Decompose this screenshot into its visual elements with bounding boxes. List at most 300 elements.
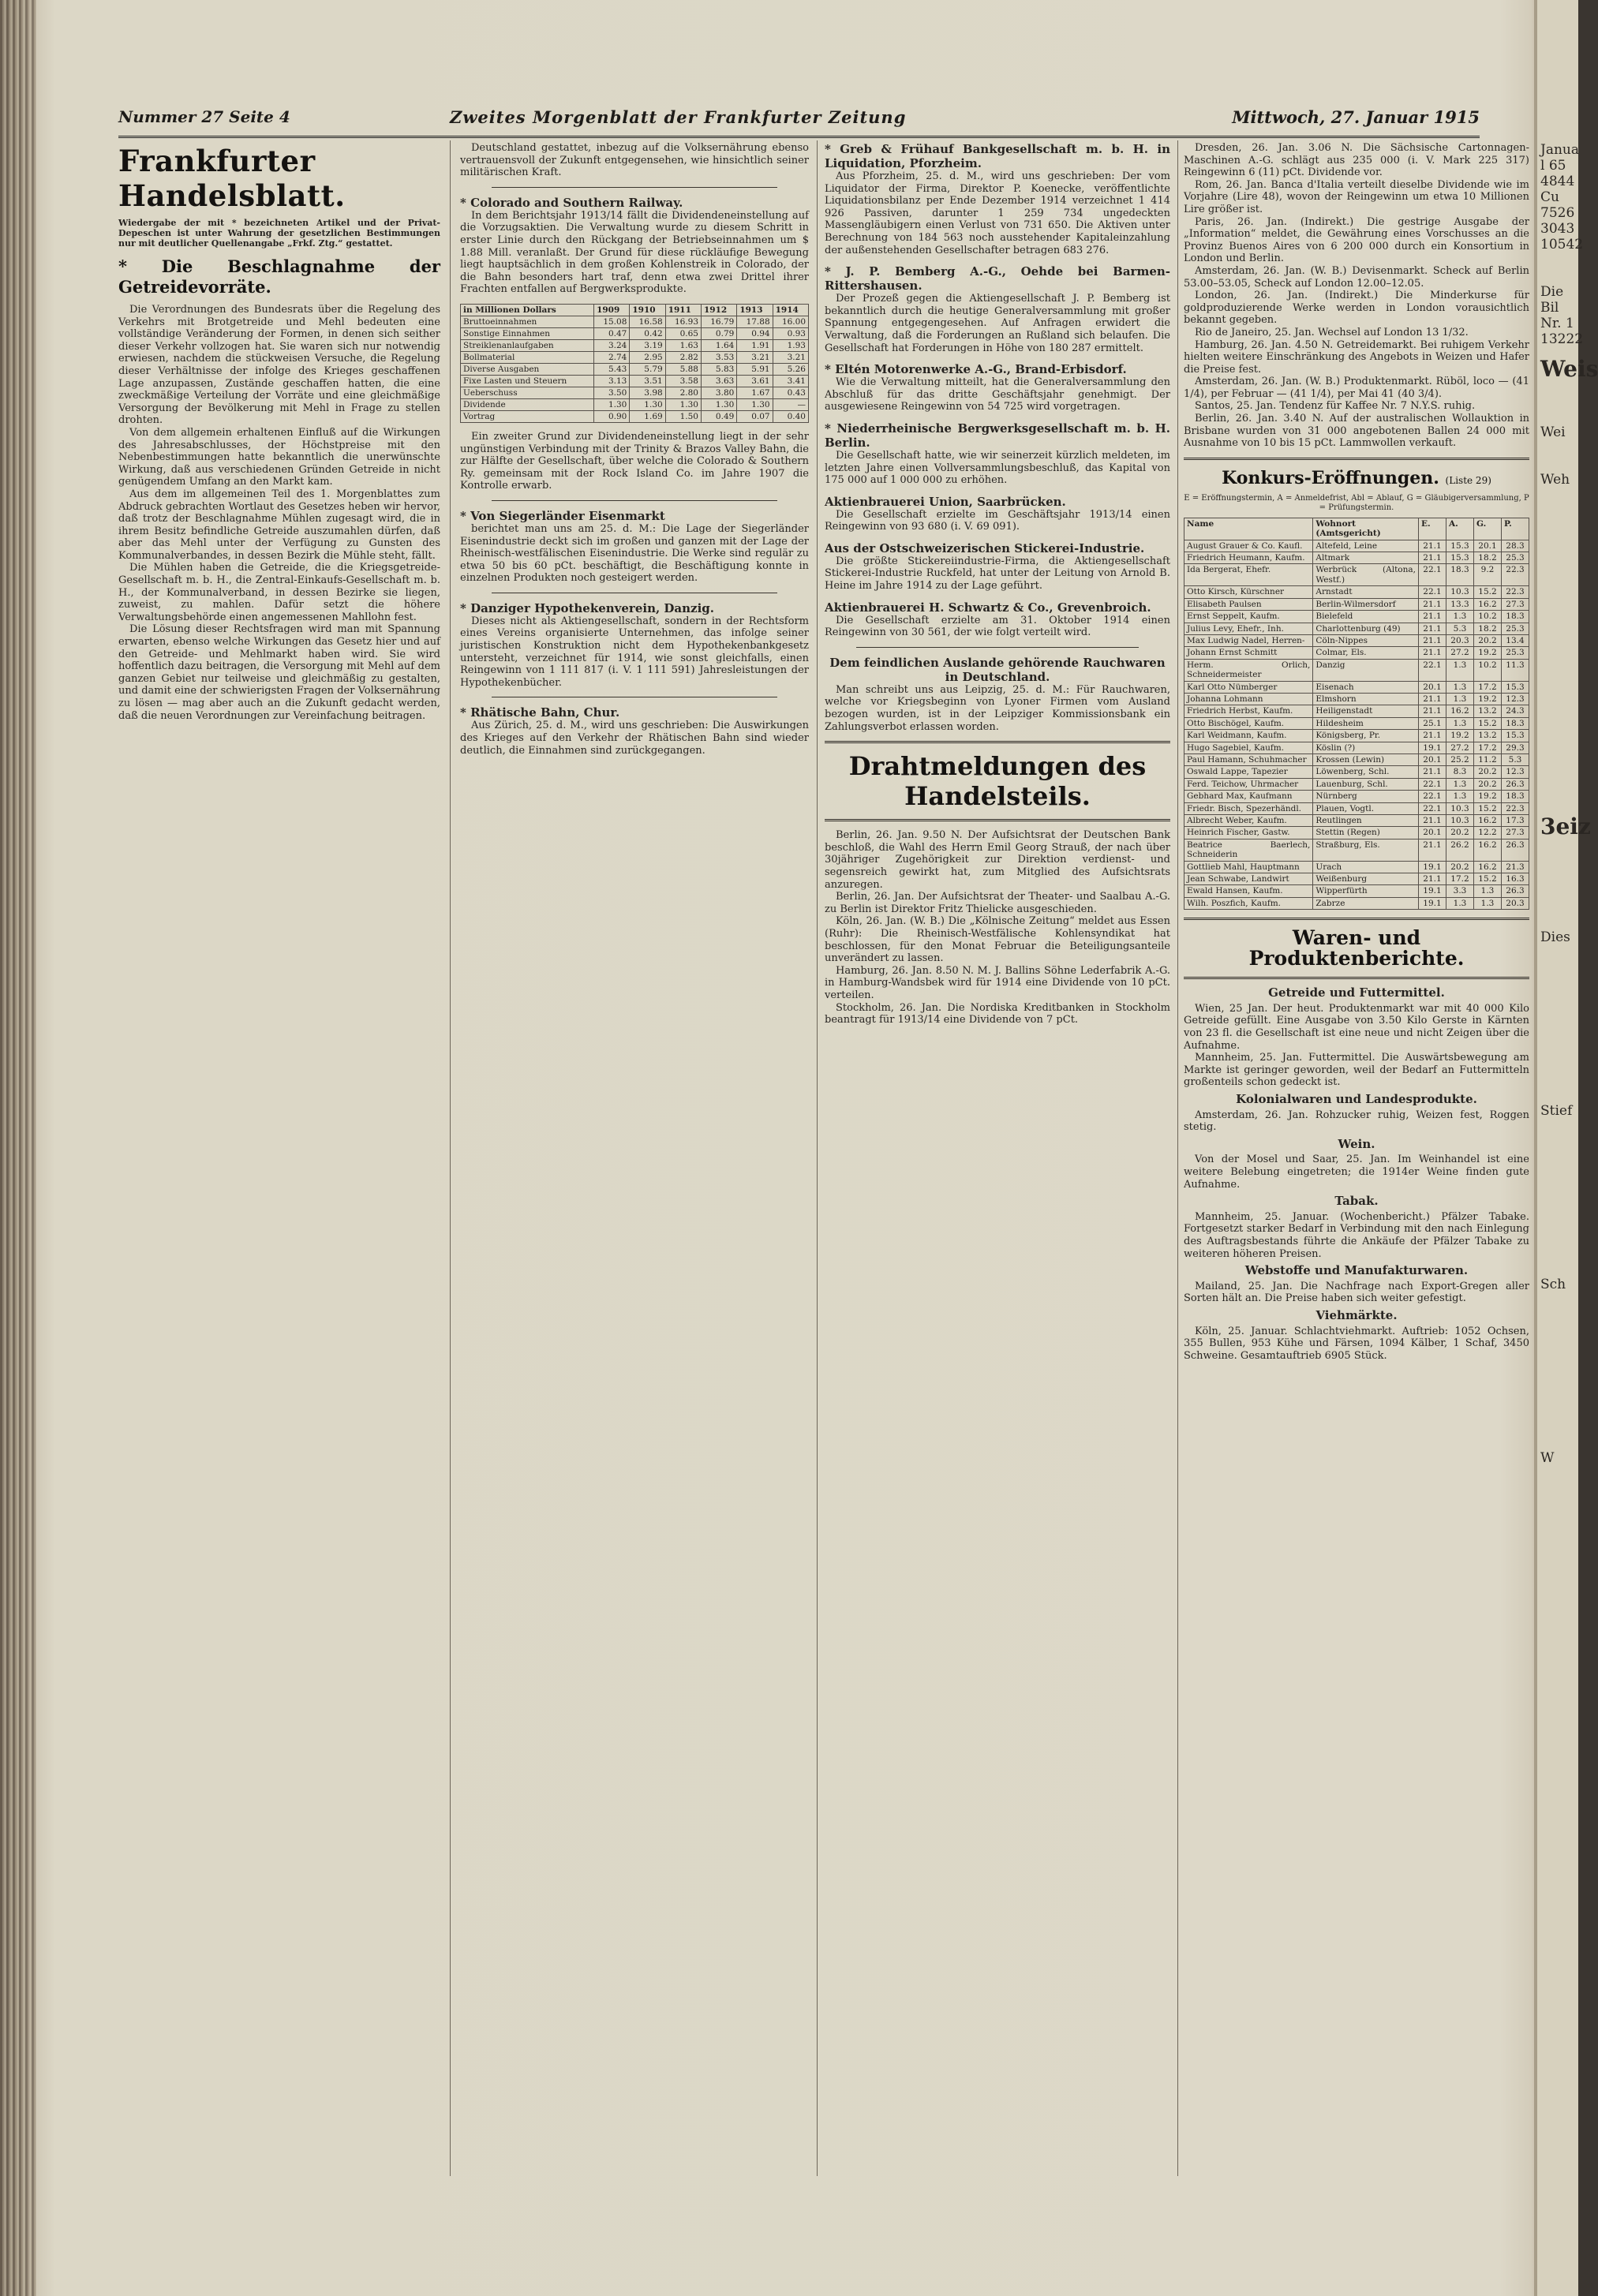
adjacent-text: Nr. 1 [1540, 316, 1574, 331]
table-cell: 15.3 [1502, 681, 1529, 693]
table-cell: — [773, 398, 808, 410]
article-paragraph: Die Verordnungen des Bundesrats über die Regelung des Verkehrs mit Brotgetreide und Mehl bedeuten eine vollständige Veränderung der Formen, in denen sich seither dieser Verkehr vollzogen hat. Sie waren sich nur notwendig erwiesen, nachdem die stückweisen Versuche, die Regelung dieser Verhältnisse der infolge des Krieges geschaffenen Lage anzupassen, Zustände geschaffen hatten, die eine zweckmäßige Verteilung der Vorräte und eine gleichmäßige Versorgung der Bevölkerung mit Mehl in Frage zu stellen drohten. [118, 304, 440, 427]
table-cell: 3.50 [594, 387, 630, 398]
table-cell: Otto Bischögel, Kaufm. [1184, 717, 1313, 729]
article-paragraph: In dem Berichtsjahr 1913/14 fällt die Dividendeneinstellung auf die Vorzugsaktien. Die Verwaltung wurde zu diesem Schritt in erster Linie durch den Rückgang der Betriebseinnahmen um $ 1.88 Mill. veranlaßt. Der Grund für diese rückläufige Bewegung liegt hauptsächlich in dem großen Kohlenstreik in Colorado, der die Bahn besonders hart traf, denn etwa zwei Drittel ihrer Frachten entfallen auf Bergwerksprodukte. [460, 209, 809, 296]
market-report: Wien, 25 Jan. Der heut. Produktenmarkt war mit 40 000 Kilo Getreide gefüllt. Eine Ausgabe von 3.50 Kilo Gerste in Kärnten von 23 fl. die Gesellschaft ist eine neue und nicht Zeigen über die Aufnahme. [1184, 1002, 1529, 1052]
table-cell: Wipperfürth [1313, 885, 1419, 897]
article-headline: * Rhätische Bahn, Chur. [460, 705, 620, 720]
table-cell: 17.3 [1502, 815, 1529, 827]
konkurs-legend: E = Eröffnungstermin, A = Anmeldefrist, Abl = Ablauf, G = Gläubigerversammlung, P = Prüfungstermin. [1184, 493, 1529, 512]
article-headline: * Greb & Frühauf Bankgesellschaft m. b. H. in Liquidation, Pforzheim. [825, 142, 1170, 170]
table-cell: Friedrich Heumann, Kaufm. [1184, 552, 1313, 564]
row-label: Streiklenanlaufgaben [461, 339, 594, 351]
table-cell: Danzig [1313, 659, 1419, 681]
adjacent-heading: 3eiz [1540, 813, 1591, 839]
table-cell: 21.1 [1419, 839, 1446, 861]
table-header: 1912 [702, 304, 737, 316]
market-report: Mannheim, 25. Jan. Futtermittel. Die Auswärtsbewegung am Markte ist geringer geworden, weil der Bedarf an Futtermitteln großenteils schon gedeckt ist. [1184, 1052, 1529, 1089]
table-cell: Cöln-Nippes [1313, 634, 1419, 646]
table-cell: Ida Bergerat, Ehefr. [1184, 564, 1313, 586]
wire-report: Rom, 26. Jan. Banca d'Italia verteilt dieselbe Dividende wie im Vorjahre (Lire 48), wovon der Reingewinn um etwa 10 Millionen Lire größer ist. [1184, 178, 1529, 215]
article-paragraph: Die Mühlen haben die Getreide, die die Kriegsgetreide-Gesellschaft m. b. H., die Zentral-Einkaufs-Gesellschaft m. b. H., der Kommunalverband, in dessen Bezirke sie liegen, zuweist, zu mahlen. Dafür setzt die höhere Verwaltungsbehörde einen angemessenen Mahllohn fest. [118, 562, 440, 623]
article-headline: * Colorado and Southern Railway. [460, 195, 683, 210]
table-row [461, 316, 809, 327]
table-row [1184, 827, 1529, 839]
table-cell: 5.3 [1502, 753, 1529, 765]
table-row [1184, 839, 1529, 861]
table-cell: 21.1 [1419, 598, 1446, 610]
table-cell: Nürnberg [1313, 791, 1419, 802]
subsection-headline: Getreide und Futtermittel. [1268, 985, 1445, 1000]
row-label: Bollmaterial [461, 351, 594, 363]
table-cell: Wilh. Poszfich, Kaufm. [1184, 897, 1313, 909]
table-cell: 1.30 [630, 398, 665, 410]
table-cell: 15.2 [1474, 802, 1502, 814]
article-paragraph: Dieses nicht als Aktiengesellschaft, sondern in der Rechtsform eines Vereins organisierte Unternehmen, das infolge seiner juristischen Konstruktion nicht dem Hypothekenbankgesetz untersteht, verzeichnet für 1914, wie sonst gleichfalls, einen Reingewinn von 1 111 817 (i. V. 1 111 591) Jahresleistungen der Hypothekenbücher. [460, 615, 809, 689]
table-row [1184, 778, 1529, 790]
table-cell: 21.1 [1419, 647, 1446, 659]
table-cell: 13.3 [1446, 598, 1474, 610]
table-cell: 0.93 [773, 327, 808, 339]
market-report: Mannheim, 25. Januar. (Wochenbericht.) Pfälzer Tabake. Fortgesetzt starker Bedarf in Verbindung mit den nach Einlegung des Auftragsbestands führte die Ankäufe der Pfälzer Tabake zu weiteren höheren Preisen. [1184, 1210, 1529, 1260]
table-cell: 15.3 [1502, 730, 1529, 742]
table-row [1184, 634, 1529, 646]
table-cell: 3.21 [737, 351, 773, 363]
table-cell: 5.91 [737, 363, 773, 375]
table-cell: 1.3 [1446, 693, 1474, 705]
row-label: Ueberschuss [461, 387, 594, 398]
table-row [461, 410, 809, 422]
adjacent-text: l 65 [1540, 158, 1566, 174]
table-cell: 17.2 [1474, 742, 1502, 753]
table-cell: 20.1 [1419, 753, 1446, 765]
table-cell: Friedr. Bisch, Spezerhändl. [1184, 802, 1313, 814]
table-cell: 0.90 [594, 410, 630, 422]
table-cell: 3.98 [630, 387, 665, 398]
table-cell: 27.3 [1502, 827, 1529, 839]
article-paragraph: Von dem allgemein erhaltenen Einfluß auf die Wirkungen des Jahresabschlusses, der Höchstpreise mit den Nebenbestimmungen hatte bekanntlich die unerwünschte Wirkung, daß aus verschiedenen Gründen Getreide in nicht genügendem Umfang an den Markt kam. [118, 426, 440, 488]
table-cell: 1.63 [665, 339, 701, 351]
adjacent-page-edge [1534, 0, 1598, 2296]
table-cell: 15.3 [1446, 552, 1474, 564]
table-cell: 26.3 [1502, 885, 1529, 897]
table-row [1184, 623, 1529, 634]
table-row [1184, 681, 1529, 693]
table-cell: 21.3 [1502, 861, 1529, 873]
article-headline: Aktienbrauerei Union, Saarbrücken. [825, 494, 1066, 509]
table-cell: 5.26 [773, 363, 808, 375]
wire-report: Berlin, 26. Jan. 9.50 N. Der Aufsichtsrat der Deutschen Bank beschloß, die Wahl des Herrn Emil Georg Strauß, der nach über 30jähriger Zugehörigkeit zur Direktion verdienst- und segensreich gewirkt hat, zum Mitglied des Aufsichtsrats anzuregen. [825, 829, 1170, 891]
table-cell: 10.3 [1446, 802, 1474, 814]
table-cell: 15.08 [594, 316, 630, 327]
table-cell: 19.2 [1446, 730, 1474, 742]
table-header: Name [1184, 518, 1313, 540]
table-row [1184, 647, 1529, 659]
table-cell: 22.1 [1419, 564, 1446, 586]
table-header: Wohnort (Amtsgericht) [1313, 518, 1419, 540]
wire-report: Dresden, 26. Jan. 3.06 N. Die Sächsische Cartonnagen-Maschinen A.-G. schlägt aus 235 000 (i. V. Mark 225 317) Reingewinn 6 (11) pCt. Dividende vor. [1184, 142, 1529, 179]
table-row [461, 398, 809, 410]
table-cell: Gottlieb Mahl, Hauptmann [1184, 861, 1313, 873]
table-cell: 21.1 [1419, 693, 1446, 705]
table-cell: Herm. Orlich, Schneidermeister [1184, 659, 1313, 681]
table-cell: 24.3 [1502, 705, 1529, 717]
table-cell: 3.61 [737, 375, 773, 387]
edition-title: Zweites Morgenblatt der Frankfurter Zeitung [450, 107, 907, 127]
adjacent-text: 13222 [1540, 331, 1584, 347]
table-cell: 20.2 [1474, 766, 1502, 778]
table-cell: Jean Schwabe, Landwirt [1184, 873, 1313, 885]
article-paragraph: Aus dem im allgemeinen Teil des 1. Morgenblattes zum Abdruck gebrachten Wortlaut des Gesetzes heben wir hervor, daß trotz der Beschlagnahme Mühlen zugesagt wird, die in ihrem Besitz befindliche Getreide auszumahlen dürfen, daß aber das Mehl unter der Verfügung zu Gunsten des Kommunalverbandes, in dessen Bezirk die Mühle steht, fällt. [118, 488, 440, 562]
table-cell: 22.1 [1419, 802, 1446, 814]
table-cell: 25.3 [1502, 647, 1529, 659]
table-cell: 8.3 [1446, 766, 1474, 778]
table-row [1184, 693, 1529, 705]
table-cell: 10.3 [1446, 586, 1474, 598]
table-cell: 10.2 [1474, 611, 1502, 623]
adjacent-text: 3043 [1540, 221, 1575, 237]
issue-date: Mittwoch, 27. Januar 1915 [1232, 107, 1480, 127]
table-cell: 0.40 [773, 410, 808, 422]
table-cell: Berlin-Wilmersdorf [1313, 598, 1419, 610]
article-paragraph: Die Lösung dieser Rechtsfragen wird man mit Spannung erwarten, ebenso welche Wirkungen das Gesetz hier und auf den Getreide- und Mehlmarkt haben wird. Sie wird hoffentlich dazu beitragen, die Versorgung mit Mehl auf dem ganzen Gebiet nur teilweise und gleichmäßig zu gestalten, und damit eine der schwierigsten Fragen der Volksernährung zu lösen — mag aber auch an die Zukunft gedacht werden, daß die neuen Verordnungen zur Vereinfachung beitragen. [118, 623, 440, 722]
table-row [461, 387, 809, 398]
table-cell: 9.2 [1474, 564, 1502, 586]
table-cell: 3.51 [630, 375, 665, 387]
table-row [1184, 766, 1529, 778]
table-row [1184, 659, 1529, 681]
table-cell: 5.79 [630, 363, 665, 375]
konkurs-table [1184, 518, 1529, 910]
table-header: 1914 [773, 304, 808, 316]
table-cell: 1.30 [594, 398, 630, 410]
table-cell: 1.3 [1446, 778, 1474, 790]
adjacent-text: Weh [1540, 472, 1570, 488]
table-cell: Charlottenburg (49) [1313, 623, 1419, 634]
table-cell: 25.1 [1419, 717, 1446, 729]
table-cell: 20.2 [1474, 634, 1502, 646]
article-headline: * Von Siegerländer Eisenmarkt [460, 508, 665, 523]
article-headline: Aktienbrauerei H. Schwartz & Co., Grevenbroich. [825, 600, 1151, 615]
wire-report: Berlin, 26. Jan. Der Aufsichtsrat der Theater- und Saalbau A.-G. zu Berlin ist Direktor Fritz Thielicke ausgeschieden. [825, 891, 1170, 915]
table-cell: 26.2 [1446, 839, 1474, 861]
table-cell: Straßburg, Els. [1313, 839, 1419, 861]
column-divider [1177, 140, 1178, 2176]
table-cell: 12.2 [1474, 827, 1502, 839]
table-cell: 5.3 [1446, 623, 1474, 634]
table-cell: 12.3 [1502, 693, 1529, 705]
table-cell: 21.1 [1419, 873, 1446, 885]
wire-report: Amsterdam, 26. Jan. (W. B.) Devisenmarkt. Scheck auf Berlin 53.00–53.05, Scheck auf London 12.00–12.05. [1184, 264, 1529, 290]
table-cell: 19.1 [1419, 885, 1446, 897]
table-cell: Plauen, Vogtl. [1313, 802, 1419, 814]
table-cell: Löwenberg, Schl. [1313, 766, 1419, 778]
subsection-headline: Webstoffe und Manufakturwaren. [1244, 1263, 1469, 1278]
article-paragraph: Die größte Stickereiindustrie-Firma, die Aktiengesellschaft Stickerei-Industrie Ruckfeld, hat unter der Leitung von Arnold B. Heine im Jahre 1914 zu der Lage geführt. [825, 555, 1170, 593]
table-cell: 22.3 [1502, 564, 1529, 586]
table-cell: 21.1 [1419, 611, 1446, 623]
table-cell: 29.3 [1502, 742, 1529, 753]
copyright-note: Wiedergabe der mit * bezeichneten Artikel und der Privat-Depeschen ist unter Wahrung der gesetzlichen Bestimmungen nur mit deutlicher Quellenangabe „Frkf. Ztg.“ gestattet. [118, 218, 440, 249]
table-header: A. [1446, 518, 1474, 540]
article-separator [856, 647, 1139, 648]
table-cell: Bielefeld [1313, 611, 1419, 623]
table-header: G. [1474, 518, 1502, 540]
article-paragraph: Die Gesellschaft erzielte am 31. Oktober 1914 einen Reingewinn von 30 561, der wie folgt verteilt wird. [825, 614, 1170, 639]
wire-report: Santos, 25. Jan. Tendenz für Kaffee Nr. 7 N.Y.S. ruhig. [1195, 400, 1476, 413]
adjacent-text: 4844 [1540, 174, 1575, 189]
table-row [1184, 753, 1529, 765]
row-label: Dividende [461, 398, 594, 410]
article-headline: Aus der Ostschweizerischen Stickerei-Industrie. [825, 540, 1145, 555]
section-separator [1184, 977, 1529, 979]
article-paragraph: Aus Pforzheim, 25. d. M., wird uns geschrieben: Der vom Liquidator der Firma, Direktor P. Koenecke, veröffentlichte Liquidationsbilanz per Ende Dezember 1914 verzeichnet 1 414 926 Passiven, darunter 1 259 734 ungedeckten Massengläubigern einen Verlust von 731 650. Die Aktiven unter Berechnung von 184 563 noch ausstehender Kapitaleinzahlung der außenstehenden Gesellschafter betragen 683 276. [825, 170, 1170, 256]
table-cell: 1.3 [1474, 897, 1502, 909]
table-row [1184, 552, 1529, 564]
article-paragraph: Die Gesellschaft hatte, wie wir seinerzeit kürzlich meldeten, im letzten Jahre einen Vollversammlungsbeschluß, das Kapital von 175 000 auf 1 000 000 zu erhöhen. [825, 449, 1170, 487]
wire-report: Paris, 26. Jan. (Indirekt.) Die gestrige Ausgabe der „Information“ meldet, die Gewährung eines Vorschusses an die Provinz Buenos Aires von 6 200 000 durch ein Konsortium in London und Berlin. [1184, 215, 1529, 265]
table-cell: Paul Hamann, Schuhmacher [1184, 753, 1313, 765]
column-market-reports [1184, 142, 1529, 2174]
adjacent-text: Sch [1540, 1277, 1566, 1292]
table-cell: Beatrice Baerlech, Schneiderin [1184, 839, 1313, 861]
table-cell: 16.2 [1474, 861, 1502, 873]
table-row [461, 339, 809, 351]
table-cell: 12.3 [1502, 766, 1529, 778]
table-cell: 11.2 [1474, 753, 1502, 765]
table-cell: 19.2 [1474, 647, 1502, 659]
table-cell: 16.2 [1446, 705, 1474, 717]
table-cell: 2.82 [665, 351, 701, 363]
table-row [1184, 564, 1529, 586]
table-header: E. [1419, 518, 1446, 540]
table-cell: Oswald Lappe, Tapezier [1184, 766, 1313, 778]
table-cell: 19.1 [1419, 861, 1446, 873]
wire-report: Amsterdam, 26. Jan. (W. B.) Produktenmarkt. Rüböl, loco — (41 1/4), per Februar — (41 1/4), per Mai 41 (40 3/4). [1184, 376, 1529, 400]
table-cell: 20.3 [1502, 897, 1529, 909]
table-cell: 25.3 [1502, 623, 1529, 634]
table-cell: Urach [1313, 861, 1419, 873]
table-cell: 25.2 [1446, 753, 1474, 765]
table-cell: 3.3 [1446, 885, 1474, 897]
table-cell: Königsberg, Pr. [1313, 730, 1419, 742]
table-cell: 5.43 [594, 363, 630, 375]
table-cell: Altefeld, Leine [1313, 540, 1419, 552]
article-headline: * Niederrheinische Bergwerksgesellschaft m. b. H. Berlin. [825, 421, 1170, 450]
article-headline: * Danziger Hypothekenverein, Danzig. [460, 600, 714, 615]
table-row [1184, 705, 1529, 717]
table-cell: Ferd. Teichow, Uhrmacher [1184, 778, 1313, 790]
table-cell: Lauenburg, Schl. [1313, 778, 1419, 790]
row-label: Fixe Lasten und Steuern [461, 375, 594, 387]
subsection-headline: Wein. [1338, 1136, 1375, 1151]
adjacent-text: Stief [1540, 1103, 1573, 1119]
table-cell: Stettin (Regen) [1313, 827, 1419, 839]
table-cell: Johanna Lohmann [1184, 693, 1313, 705]
table-cell: 22.3 [1502, 586, 1529, 598]
table-row [461, 363, 809, 375]
table-row [461, 351, 809, 363]
article-paragraph: Die Gesellschaft erzielte im Geschäftsjahr 1913/14 einen Reingewinn von 93 680 (i. V. 69 091). [825, 508, 1170, 533]
table-row [1184, 586, 1529, 598]
table-header: 1909 [594, 304, 630, 316]
table-cell: Max Ludwig Nadel, Herren- [1184, 634, 1313, 646]
table-cell: 18.3 [1502, 791, 1529, 802]
table-caption: in Millionen Dollars [461, 304, 594, 316]
table-cell: 1.69 [630, 410, 665, 422]
table-cell: Werbrück (Altona, Westf.) [1313, 564, 1419, 586]
table-header: 1910 [630, 304, 665, 316]
subsection-headline: Kolonialwaren und Landesprodukte. [1236, 1092, 1477, 1106]
article-headline: Dem feindlichen Auslande gehörende Rauchwaren in Deutschland. [829, 655, 1166, 684]
table-cell: Friedrich Herbst, Kaufm. [1184, 705, 1313, 717]
article-paragraph: Aus Zürich, 25. d. M., wird uns geschrieben: Die Auswirkungen des Krieges auf den Verkehr der Rhätischen Bahn sind wieder deutlich, die Einnahmen sind zurückgegangen. [460, 720, 809, 757]
table-cell: 20.1 [1474, 540, 1502, 552]
table-cell: 17.2 [1446, 873, 1474, 885]
table-cell: Arnstadt [1313, 586, 1419, 598]
table-cell: 3.41 [773, 375, 808, 387]
table-cell: 16.2 [1474, 598, 1502, 610]
article-paragraph: Deutschland gestattet, inbezug auf die Volksernährung ebenso vertrauensvoll der Zukunft entgegensehen, wie hinsichtlich seiner militärischen Kraft. [460, 142, 809, 179]
table-row [1184, 802, 1529, 814]
table-cell: 3.21 [773, 351, 808, 363]
table-cell: Heiligenstadt [1313, 705, 1419, 717]
table-cell: Julius Levy, Ehefr., Inh. [1184, 623, 1313, 634]
table-cell: Heinrich Fischer, Gastw. [1184, 827, 1313, 839]
table-cell: 3.80 [702, 387, 737, 398]
table-cell: 20.1 [1419, 827, 1446, 839]
article-paragraph: Wie die Verwaltung mitteilt, hat die Generalversammlung den Abschluß für das dritte Geschäftsjahr genehmigt. Der ausgewiesene Reingewinn von 54 725 wird vorgetragen. [825, 376, 1170, 413]
section-headline: Waren- und Produktenberichte. [1248, 926, 1465, 970]
table-cell: 20.2 [1446, 827, 1474, 839]
table-cell: 18.3 [1502, 717, 1529, 729]
wire-report: Köln, 26. Jan. (W. B.) Die „Kölnische Zeitung“ meldet aus Essen (Ruhr): Die Rheinisch-Westfälische Kohlensyndikat hat beschlossen, für den Monat Februar die Beteiligungsanteile unverändert zu lassen. [825, 915, 1170, 965]
table-cell: 20.3 [1446, 634, 1474, 646]
adjacent-text: Bil [1540, 300, 1559, 316]
table-cell: 1.30 [737, 398, 773, 410]
table-cell: 1.93 [773, 339, 808, 351]
table-cell: 1.3 [1474, 885, 1502, 897]
table-cell: Gebhard Max, Kaufmann [1184, 791, 1313, 802]
table-cell: 16.58 [630, 316, 665, 327]
table-cell: 1.3 [1446, 659, 1474, 681]
article-paragraph: Ein zweiter Grund zur Dividendeneinstellung liegt in der sehr ungünstigen Verbindung mit der Trinity & Brazos Valley Bahn, die zur Hälfte der Gesellschaft, über welche die Colorado & Southern Ry. gemeinsam mit der Rock Island Co. im Jahre 1907 die Kontrolle erwarb. [460, 430, 809, 492]
article-headline: * Die Beschlagnahme der Getreidevorräte. [118, 256, 440, 297]
table-cell: Colmar, Els. [1313, 647, 1419, 659]
table-cell: 22.1 [1419, 586, 1446, 598]
column-company-news [460, 142, 809, 2174]
table-cell: 16.79 [702, 316, 737, 327]
column-handelsblatt [118, 142, 440, 2174]
table-cell: 21.1 [1419, 730, 1446, 742]
table-cell: 15.2 [1474, 873, 1502, 885]
table-cell: 3.13 [594, 375, 630, 387]
table-cell: 19.2 [1474, 693, 1502, 705]
table-row [1184, 897, 1529, 909]
article-separator [492, 500, 777, 501]
table-cell: 1.3 [1446, 717, 1474, 729]
adjacent-heading: Weis [1540, 356, 1598, 382]
issue-number: Nummer 27 Seite 4 [118, 107, 290, 126]
article-paragraph: berichtet man uns am 25. d. M.: Die Lage der Siegerländer Eisenindustrie deckt sich im großen und ganzen mit der Lage der Rheinisch-westfälischen Eisenindustrie. Die Werke sind regulär zu etwa 50 bis 60 pCt. beschäftigt, die Beschäftigung konnte in einzelnen Produkten noch gesteigert werden. [460, 522, 809, 585]
table-cell: 15.2 [1474, 586, 1502, 598]
market-report: Mailand, 25. Jan. Die Nachfrage nach Export-Gregen aller Sorten hält an. Die Preise haben sich weiter gefestigt. [1184, 1280, 1529, 1305]
table-cell: 0.47 [594, 327, 630, 339]
table-row [1184, 540, 1529, 552]
adjacent-text: Cu [1540, 189, 1559, 205]
table-cell: Ernst Seppelt, Kaufm. [1184, 611, 1313, 623]
article-separator [492, 187, 777, 188]
row-label: Diverse Ausgaben [461, 363, 594, 375]
table-cell: 21.1 [1419, 540, 1446, 552]
market-report: Amsterdam, 26. Jan. Rohzucker ruhig, Weizen fest, Roggen stetig. [1184, 1109, 1529, 1134]
table-cell: Otto Kirsch, Kürschner [1184, 586, 1313, 598]
table-cell: Hugo Sagebiel, Kaufm. [1184, 742, 1313, 753]
table-cell: Elisabeth Paulsen [1184, 598, 1313, 610]
table-row [1184, 730, 1529, 742]
table-cell: 1.30 [702, 398, 737, 410]
table-cell: 21.1 [1419, 623, 1446, 634]
section-separator [825, 819, 1170, 821]
table-row [1184, 742, 1529, 753]
financial-table [460, 304, 809, 423]
table-cell: 0.94 [737, 327, 773, 339]
table-cell: Hildesheim [1313, 717, 1419, 729]
table-cell: 2.80 [665, 387, 701, 398]
table-cell: 17.88 [737, 316, 773, 327]
article-headline: * Eltén Motorenwerke A.-G., Brand-Erbisdorf. [825, 362, 1127, 377]
table-cell: 1.91 [737, 339, 773, 351]
table-cell: 20.2 [1474, 778, 1502, 790]
table-row [461, 375, 809, 387]
book-binding-edge [0, 0, 36, 2296]
table-cell: 1.3 [1446, 791, 1474, 802]
table-cell: Eisenach [1313, 681, 1419, 693]
wire-report: Berlin, 26. Jan. 3.40 N. Auf der australischen Wollauktion in Brisbane wurden von 31 000 angebotenen Ballen 24 000 mit Ausnahme von 10 bis 15 pCt. Lammwollen verkauft. [1184, 413, 1529, 450]
table-cell: 16.00 [773, 316, 808, 327]
table-cell: 22.1 [1419, 659, 1446, 681]
column-company-news-2 [825, 142, 1170, 2174]
wire-report: Hamburg, 26. Jan. 8.50 N. M. J. Ballins Söhne Lederfabrik A.-G. in Hamburg-Wandsbek wird für 1914 eine Dividende von 10 pCt. verteilen. [825, 964, 1170, 1001]
wire-report: Hamburg, 26. Jan. 4.50 N. Getreidemarkt. Bei ruhigem Verkehr hielten weitere Einschränkung des Angebots in Weizen und Hafer die Preise fest. [1184, 338, 1529, 376]
adjacent-text: Janua [1540, 142, 1579, 158]
table-cell: 16.2 [1474, 839, 1502, 861]
table-row [1184, 815, 1529, 827]
table-row [1184, 861, 1529, 873]
subsection-headline: Tabak. [1334, 1194, 1379, 1209]
table-row [1184, 598, 1529, 610]
table-cell: 1.3 [1446, 611, 1474, 623]
table-cell: 3.58 [665, 375, 701, 387]
article-paragraph: Man schreibt uns aus Leipzig, 25. d. M.: Für Rauchwaren, welche vor Kriegsbeginn von Lyoner Firmen vom Ausland bezogen wurden, ist in der Leipziger Kommissionsbank ein Zahlungsverbot erlassen worden. [825, 683, 1170, 733]
table-cell: 22.3 [1502, 802, 1529, 814]
table-cell: Zabrze [1313, 897, 1419, 909]
table-cell: 27.2 [1446, 742, 1474, 753]
table-cell: 19.1 [1419, 897, 1446, 909]
adjacent-text: W [1540, 1450, 1555, 1466]
section-headline [1184, 468, 1529, 491]
table-cell: Albrecht Weber, Kaufm. [1184, 815, 1313, 827]
table-cell: 11.3 [1502, 659, 1529, 681]
table-cell: 17.2 [1474, 681, 1502, 693]
table-cell: 27.3 [1502, 598, 1529, 610]
table-cell: Elmshorn [1313, 693, 1419, 705]
table-cell: August Grauer & Co. Kaufl. [1184, 540, 1313, 552]
article-paragraph: Der Prozeß gegen die Aktiengesellschaft J. P. Bemberg ist bekanntlich durch die heutige Generalversammlung mit großer Spannung entgegengesehen. Auf Anfragen erwidert die Verwaltung, daß die Forderungen an Rußland sich belaufen. Die Gesellschaft hat Forderungen in Höhe von 180 287 ermittelt. [825, 293, 1170, 354]
table-cell: 21.1 [1419, 634, 1446, 646]
table-cell: 26.3 [1502, 839, 1529, 861]
